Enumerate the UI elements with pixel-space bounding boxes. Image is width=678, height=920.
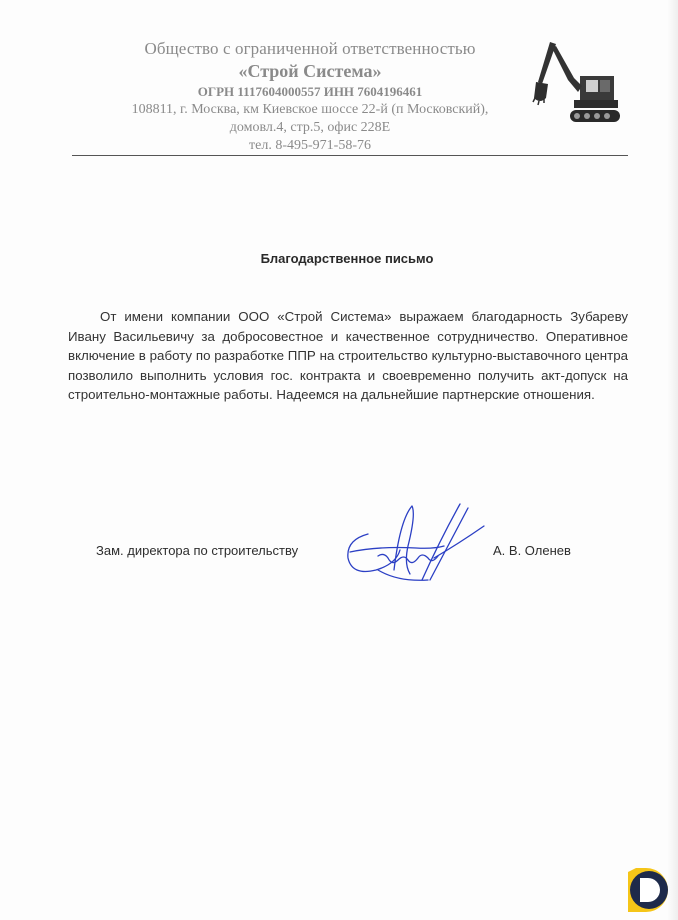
- company-phone: тел. 8-495-971-58-76: [249, 138, 371, 153]
- company-form-line: Общество с ограниченной ответственностью: [144, 39, 476, 58]
- brand-logo-icon: [622, 862, 674, 916]
- company-address-line1: 108811, г. Москва, км Киевское шоссе 22-й (п Московский),: [131, 102, 489, 117]
- scan-edge-shadow: [668, 0, 678, 920]
- company-registration: ОГРН 1117604000557 ИНН 7604196461: [197, 84, 423, 99]
- letterhead-divider: [72, 155, 628, 156]
- signatory-name: А. В. Оленев: [493, 543, 571, 558]
- signatory-role: Зам. директора по строительству: [96, 543, 299, 558]
- letterhead: [90, 38, 530, 155]
- letter-title: Благодарственное письмо: [260, 251, 434, 266]
- excavator-icon: [530, 38, 622, 128]
- company-name: «Строй Система»: [238, 61, 382, 81]
- handwritten-signature: [338, 500, 488, 592]
- letter-body: От имени компании ООО «Строй Система» выражаем благодарность Зубареву Ивану Васильевичу за добросовестное и качественное сотрудничество. Оперативное включение в работу по разработке ППР на строительство культурно-выставочного центра позволило выполнить условия гос. контракта и своевременно получить акт-допуск на строительно-монтажные работы. Надеемся на дальнейшие партнерские отношения.: [68, 309, 628, 403]
- company-address-line2: домовл.4, стр.5, офис 228Е: [229, 120, 391, 135]
